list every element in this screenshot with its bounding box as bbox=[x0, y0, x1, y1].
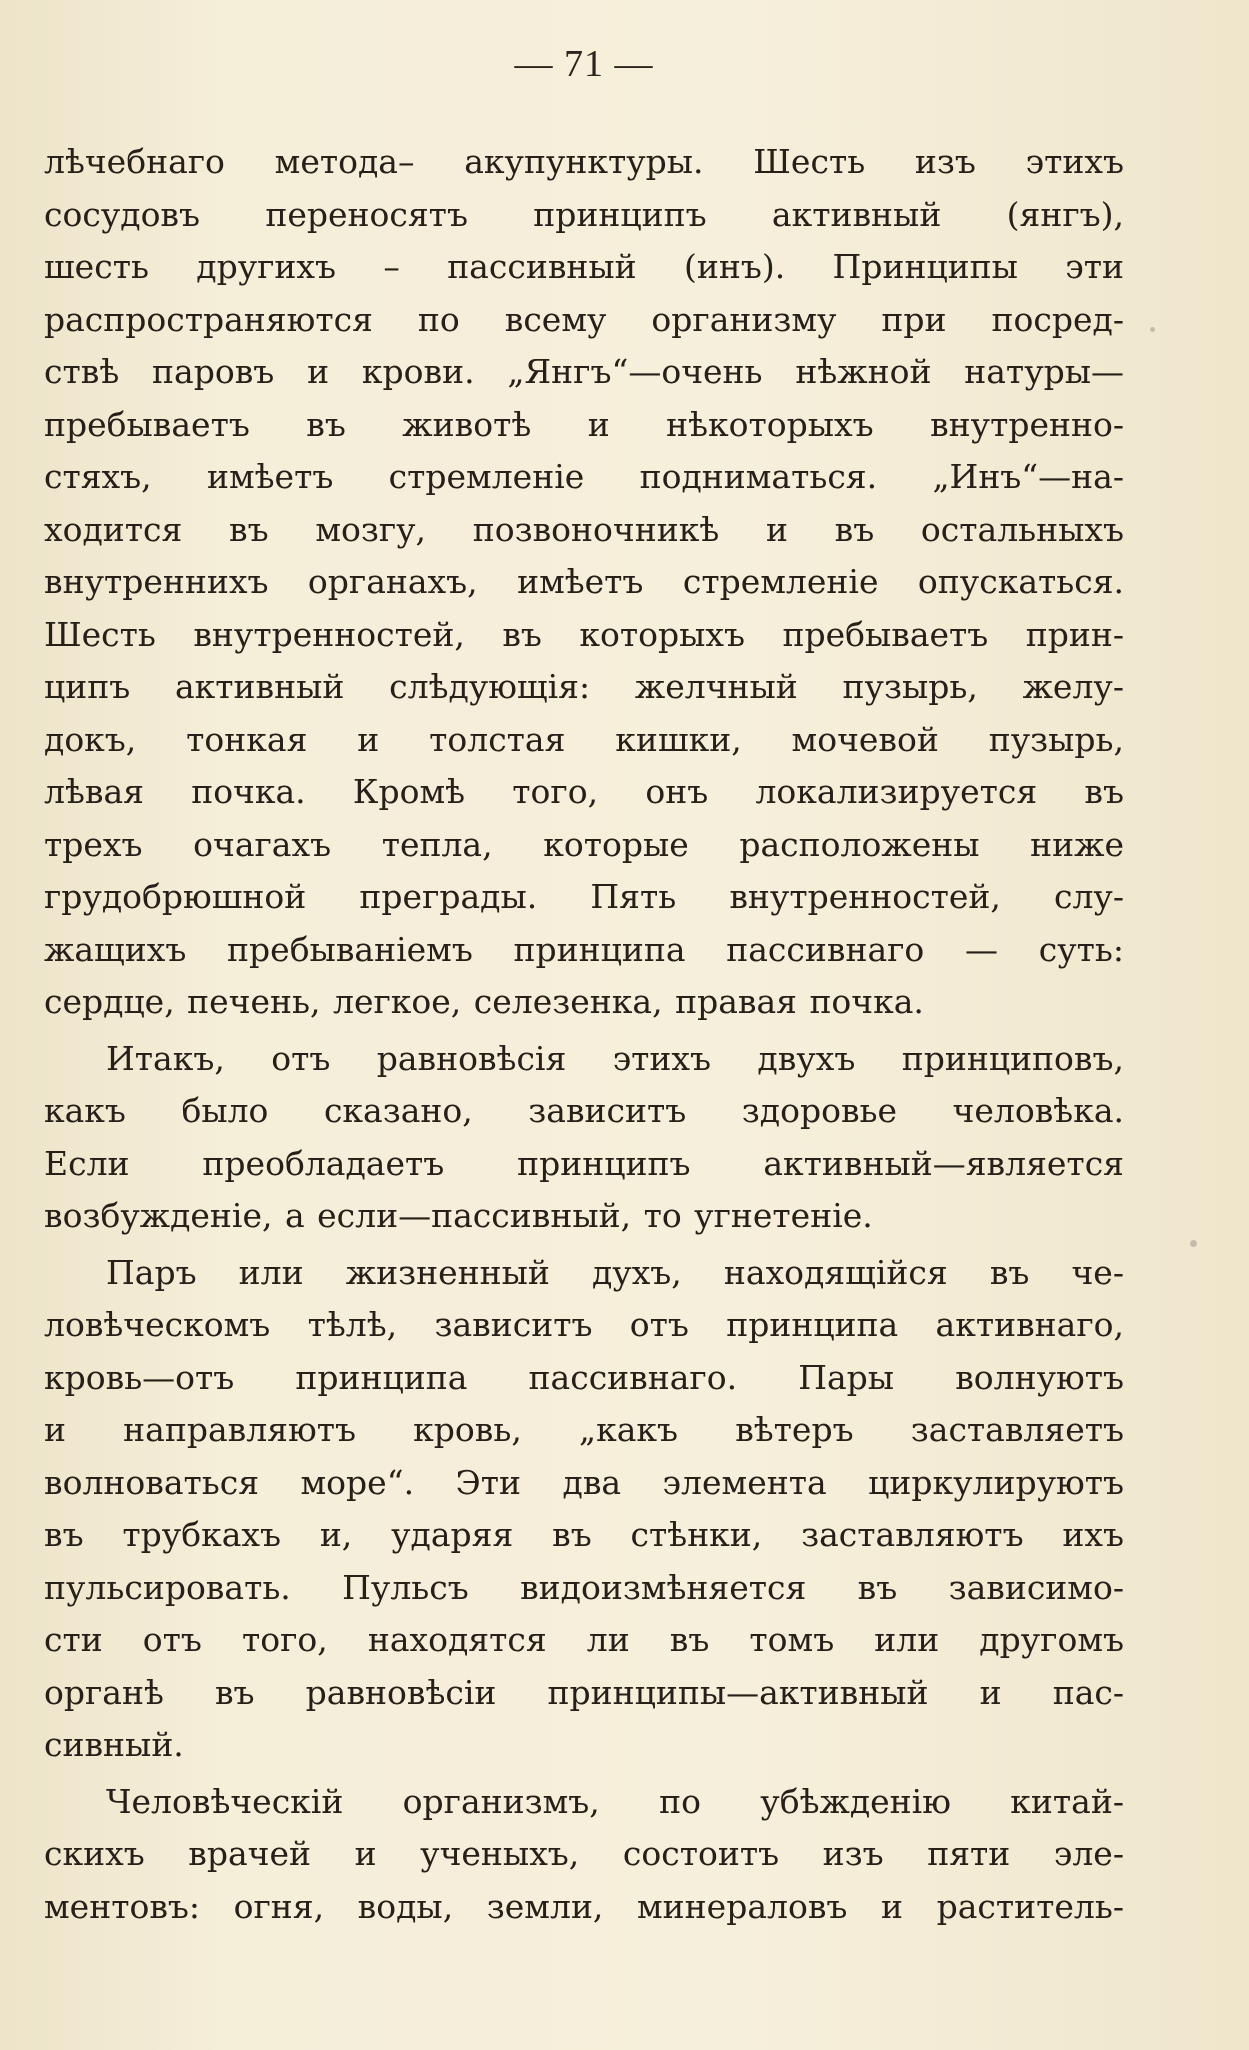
text-line: кровь—отъ принципа пассивнаго. Пары волнуютъ bbox=[44, 1357, 1124, 1397]
text-line: стяхъ, имѣетъ стремленіе подниматься. „Инъ“—на- bbox=[44, 457, 1124, 496]
text-line: возбужденіе, а если—пассивный, то угнетеніе. bbox=[44, 1196, 873, 1235]
text-line: грудобрюшной преграды. Пять внутренностей, слу- bbox=[44, 877, 1124, 916]
text-line: скихъ врачей и ученыхъ, состоитъ изъ пяти эле- bbox=[44, 1834, 1124, 1873]
paragraph-2 bbox=[44, 1033, 1124, 1243]
text-line: въ трубкахъ и, ударяя въ стѣнки, заставляютъ ихъ bbox=[44, 1515, 1124, 1554]
text-line: волноваться море“. Эти два элемента циркулируютъ bbox=[44, 1462, 1124, 1502]
text-line: сивный. bbox=[44, 1725, 184, 1764]
text-line: какъ было сказано, зависитъ здоровье человѣка. bbox=[44, 1091, 1124, 1130]
text-line: сти отъ того, находятся ли въ томъ или другомъ bbox=[44, 1620, 1124, 1659]
page-number: — 71 — bbox=[514, 43, 654, 85]
text-line: сердце, печень, легкое, селезенка, правая почка. bbox=[44, 982, 924, 1021]
text-line: сосудовъ переносятъ принципъ активный (янгъ), bbox=[44, 194, 1124, 234]
text-line: Итакъ, отъ равновѣсія этихъ двухъ принциповъ, bbox=[106, 1038, 1124, 1078]
text-line: лѣчебнаго метода– акупунктуры. Шесть изъ этихъ bbox=[44, 142, 1124, 181]
text-line: распространяются по всему организму при посред- bbox=[44, 299, 1124, 339]
text-line: жащихъ пребываніемъ принципа пассивнаго — суть: bbox=[44, 929, 1124, 969]
text-line: докъ, тонкая и толстая кишки, мочевой пузырь, bbox=[44, 719, 1124, 759]
text-line: Паръ или жизненный духъ, находящійся въ че- bbox=[106, 1252, 1124, 1292]
paragraph-4 bbox=[44, 1776, 1124, 1934]
text-line: шесть другихъ – пассивный (инъ). Принципы эти bbox=[44, 247, 1124, 286]
paragraph-3 bbox=[44, 1247, 1124, 1772]
text-line: ципъ активный слѣдующія: желчный пузырь, желу- bbox=[44, 667, 1124, 706]
text-line: пребываетъ въ животѣ и нѣкоторыхъ внутренно- bbox=[44, 404, 1124, 444]
paper-speck bbox=[1190, 1240, 1197, 1247]
text-line: ментовъ: огня, воды, земли, минераловъ и раститель- bbox=[44, 1886, 1124, 1926]
text-line: лѣвая почка. Кромѣ того, онъ локализируется въ bbox=[44, 772, 1124, 811]
text-line: трехъ очагахъ тепла, которые расположены ниже bbox=[44, 824, 1124, 864]
paper-speck bbox=[1150, 327, 1155, 332]
text-line: ствѣ паровъ и крови. „Янгъ“—очень нѣжной натуры— bbox=[44, 352, 1124, 391]
text-line: ловѣческомъ тѣлѣ, зависитъ отъ принципа активнаго, bbox=[44, 1305, 1124, 1344]
text-line: Человѣческій организмъ, по убѣжденію китай- bbox=[106, 1781, 1124, 1821]
page-body bbox=[44, 136, 1124, 1933]
paragraph-1 bbox=[44, 136, 1124, 1029]
text-line: Шесть внутренностей, въ которыхъ пребываетъ прин- bbox=[44, 614, 1124, 654]
text-line: Если преобладаетъ принципъ активный—является bbox=[44, 1143, 1124, 1183]
text-line: внутреннихъ органахъ, имѣетъ стремленіе опускаться. bbox=[44, 562, 1124, 601]
text-line: и направляютъ кровь, „какъ вѣтеръ заставляетъ bbox=[44, 1410, 1124, 1449]
text-line: пульсировать. Пульсъ видоизмѣняется въ зависимо- bbox=[44, 1567, 1124, 1607]
text-line: ходится въ мозгу, позвоночникѣ и въ остальныхъ bbox=[44, 509, 1124, 549]
text-line: органѣ въ равновѣсіи принципы—активный и пас- bbox=[44, 1672, 1124, 1712]
